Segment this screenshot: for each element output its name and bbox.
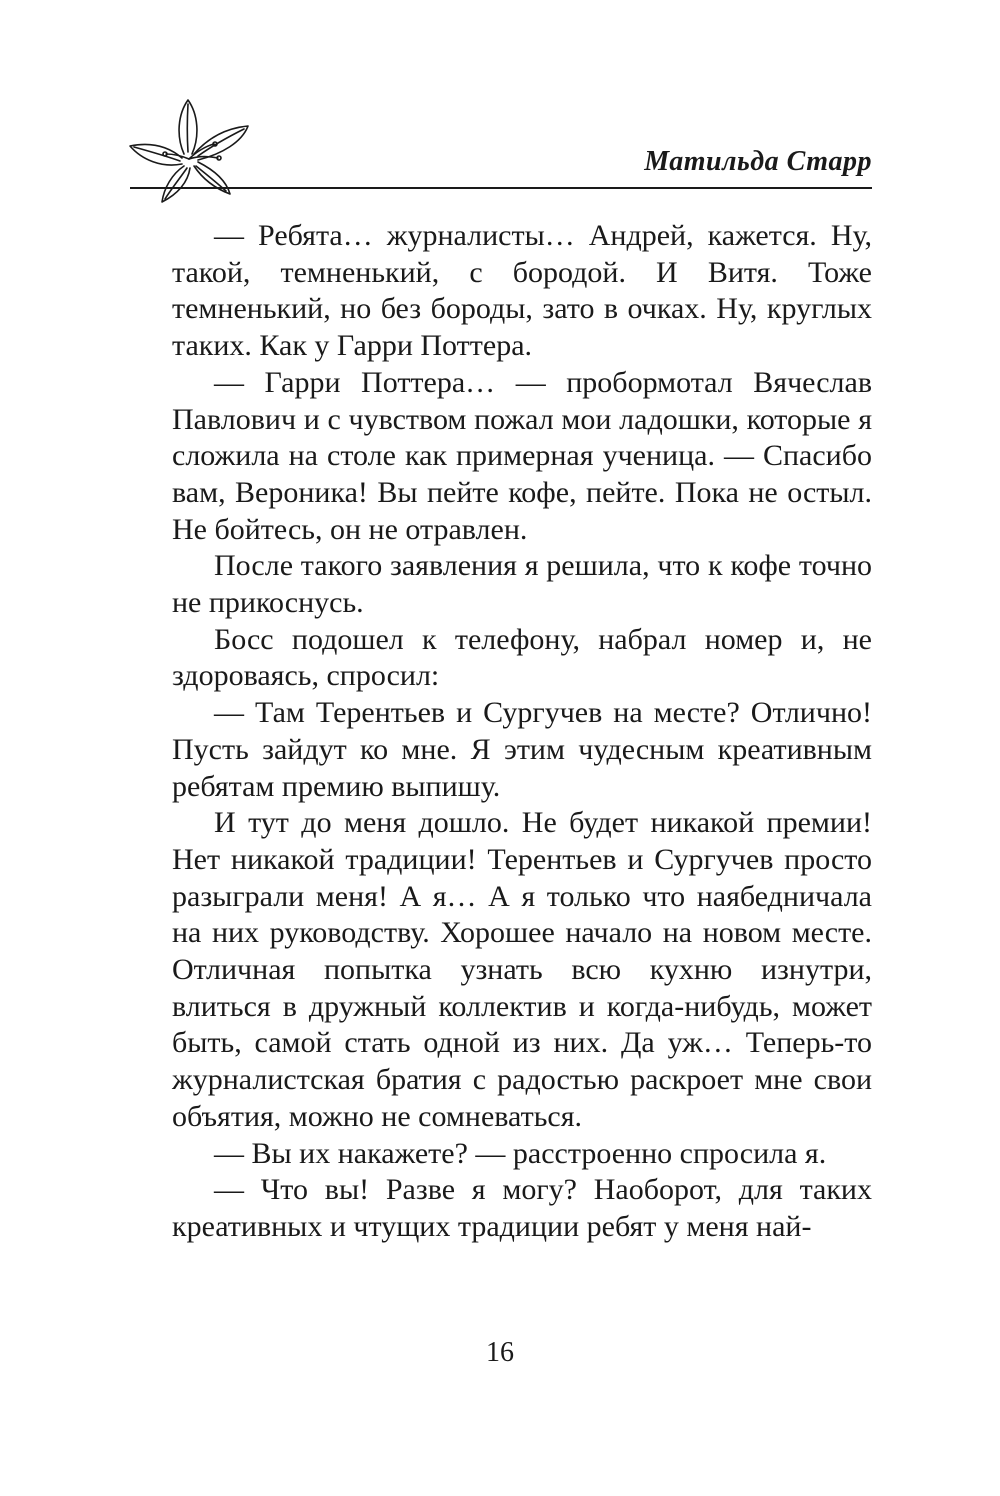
paragraph: — Гарри Поттера… — пробормотал Вячеслав Павлович и с чувством пожал мои ладошки, которые я сложила на столе как примерная ученица. — Спасибо вам, Вероника! Вы пейте кофе, пейте. Пока не остыл. Не бойтесь, он не отравлен. [172,365,872,546]
paragraph: — Там Терентьев и Сургучев на месте? Отлично! Пусть зайдут ко мне. Я этим чудесным креативным ребятам премию выпишу. [172,696,872,803]
running-header [0,0,1000,215]
paragraph: После такого заявления я решила, что к кофе точно не прикоснусь. [172,549,872,620]
paragraph: Босс подошел к телефону, набрал номер и, не здороваясь, спросил: [172,622,872,693]
paragraph: — Что вы! Разве я могу? Наоборот, для таких креативных и чтущих традиции ребят у меня най- [172,1173,872,1243]
paragraph: — Ребята… журналисты… Андрей, кажется. Ну, такой, темненький, с бородой. И Витя. Тоже темненький, но без бороды, зато в очках. Ну, круглых таких. Как у Гарри Поттера. [172,219,872,363]
paragraph: — Вы их накажете? — расстроенно спросила я. [214,1136,827,1170]
author-name: Матильда Старр [644,146,872,177]
page-number: 16 [486,1337,514,1368]
flower-ornament-icon [126,96,268,206]
header-rule [130,187,872,189]
body-text [172,218,872,1246]
paragraph: И тут до меня дошло. Не будет никакой премии! Нет никакой традиции! Терентьев и Сургучев просто разыграли меня! А я… А я только что наябедничала на них руководству. Хорошее начало на новом месте. Отличная попытка узнать всю кухню изнутри, влиться в дружный коллектив и когда-нибудь, может быть, самой стать одной из них. Да уж… Теперь-то журналистская братия с радостью раскроет мне свои объятия, можно не сомневаться. [172,806,872,1133]
